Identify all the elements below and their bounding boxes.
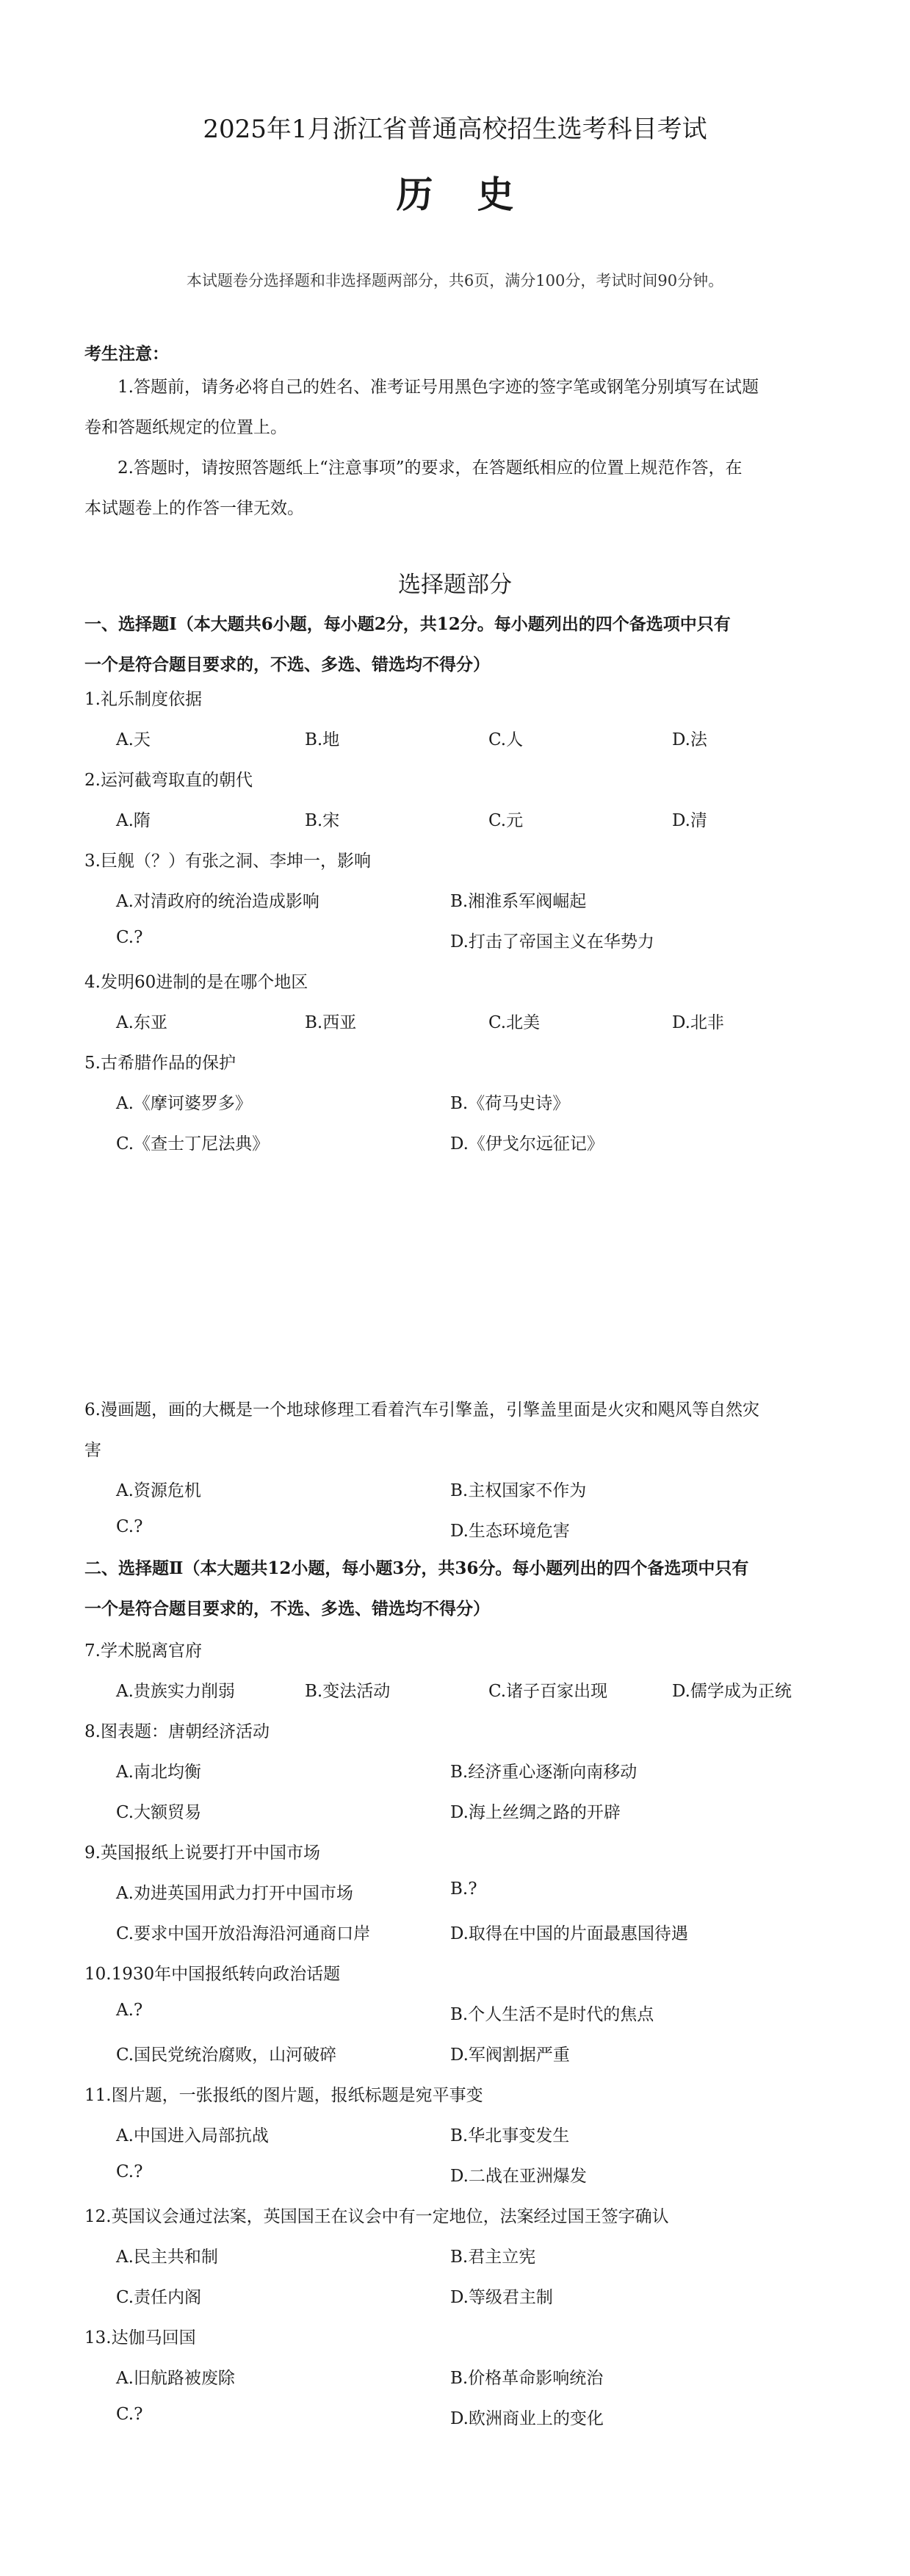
question-2-stem: 2.运河截弯取直的朝代 (84, 771, 253, 790)
question-8-option-d: D.海上丝绸之路的开辟 (450, 1803, 621, 1822)
subject-title: 历史 (396, 173, 558, 216)
part2-heading-line-1: 二、选择题Ⅱ（本大题共12小题，每小题3分，共36分。每小题列出的四个备选项中只有 (84, 1558, 749, 1578)
question-12-option-a: A.民主共和制 (116, 2248, 218, 2267)
question-2-option-d: D.清 (672, 811, 707, 830)
question-2-option-b: B.宋 (305, 811, 340, 830)
question-8-option-c: C.大额贸易 (116, 1803, 202, 1822)
question-4-option-b: B.西亚 (305, 1013, 357, 1032)
question-11-option-d: D.二战在亚洲爆发 (450, 2167, 587, 2186)
question-7-option-d: D.儒学成为正统 (672, 1682, 792, 1701)
question-11-option-a: A.中国进入局部抗战 (116, 2126, 269, 2145)
notice-heading: 考生注意： (84, 344, 169, 364)
question-11-option-c: C.? (116, 2162, 143, 2181)
question-3-option-c: C.? (116, 928, 143, 947)
question-8-stem: 8.图表题：唐朝经济活动 (84, 1722, 270, 1741)
question-6-option-d: D.生态环境危害 (450, 1522, 570, 1541)
question-3-option-d: D.打击了帝国主义在华势力 (450, 932, 654, 951)
question-10-option-c: C.国民党统治腐败，山河破碎 (116, 2046, 337, 2065)
exam-title: 2025年1月浙江省普通高校招生选考科目考试 (203, 115, 707, 144)
question-6-stem-line-1: 6.漫画题，画的大概是一个地球修理工看着汽车引擎盖，引擎盖里面是火灾和飓风等自然灾 (84, 1400, 759, 1420)
question-5-option-a: A.《摩诃婆罗多》 (116, 1094, 252, 1113)
question-2-option-a: A.隋 (116, 811, 151, 830)
question-4-option-d: D.北非 (672, 1013, 724, 1032)
question-5-option-c: C.《查士丁尼法典》 (116, 1134, 270, 1154)
question-13-stem: 13.达伽马回国 (84, 2328, 196, 2347)
question-1-option-d: D.法 (672, 730, 707, 749)
question-6-option-b: B.主权国家不作为 (450, 1481, 587, 1500)
notice-item-1-line-2: 卷和答题纸规定的位置上。 (84, 418, 287, 437)
question-8-option-a: A.南北均衡 (116, 1763, 201, 1782)
part2-heading-line-2: 一个是符合题目要求的，不选、多选、错选均不得分） (84, 1599, 490, 1619)
question-11-stem: 11.图片题，一张报纸的图片题，报纸标题是宛平事变 (84, 2086, 483, 2105)
question-4-option-c: C.北美 (488, 1013, 541, 1032)
question-6-option-c: C.? (116, 1517, 143, 1536)
question-3-stem: 3.巨舰（？）有张之洞、李坤一，影响 (84, 852, 371, 871)
question-13-option-b: B.价格革命影响统治 (450, 2369, 604, 2388)
question-8-option-b: B.经济重心逐渐向南移动 (450, 1763, 638, 1782)
question-12-option-d: D.等级君主制 (450, 2288, 553, 2307)
question-1-option-b: B.地 (305, 730, 340, 749)
notice-item-2-line-2: 本试题卷上的作答一律无效。 (84, 499, 304, 518)
question-11-option-b: B.华北事变发生 (450, 2126, 570, 2145)
question-7-option-a: A.贵族实力削弱 (116, 1682, 235, 1701)
question-6-option-a: A.资源危机 (116, 1481, 201, 1500)
question-5-option-d: D.《伊戈尔远征记》 (450, 1134, 604, 1154)
question-1-option-a: A.天 (116, 730, 151, 749)
question-10-option-d: D.军阀割据严重 (450, 2046, 570, 2065)
question-10-option-b: B.个人生活不是时代的焦点 (450, 2005, 654, 2024)
question-1-option-c: C.人 (488, 730, 524, 749)
question-4-stem: 4.发明60进制的是在哪个地区 (84, 973, 308, 992)
question-12-option-c: C.责任内阁 (116, 2288, 202, 2307)
question-5-option-b: B.《荷马史诗》 (450, 1094, 570, 1113)
question-9-option-a: A.劝进英国用武力打开中国市场 (116, 1884, 353, 1903)
question-13-option-a: A.旧航路被废除 (116, 2369, 235, 2388)
question-12-option-b: B.君主立宪 (450, 2248, 536, 2267)
question-7-stem: 7.学术脱离官府 (84, 1641, 202, 1661)
question-7-option-c: C.诸子百家出现 (488, 1682, 608, 1701)
question-10-option-a: A.? (116, 2001, 143, 2020)
part1-heading-line-2: 一个是符合题目要求的，不选、多选、错选均不得分） (84, 655, 490, 674)
exam-intro: 本试题卷分选择题和非选择题两部分，共6页，满分100分，考试时间90分钟。 (186, 272, 724, 289)
notice-item-1-line-1: 1.答题前，请务必将自己的姓名、准考证号用黑色字迹的签字笔或钢笔分别填写在试题 (118, 378, 759, 397)
question-9-option-c: C.要求中国开放沿海沿河通商口岸 (116, 1924, 371, 1943)
question-13-option-c: C.? (116, 2405, 143, 2424)
question-9-option-b: B.? (450, 1879, 477, 1899)
question-4-option-a: A.东亚 (116, 1013, 167, 1032)
question-9-stem: 9.英国报纸上说要打开中国市场 (84, 1843, 320, 1863)
question-7-option-b: B.变法活动 (305, 1682, 391, 1701)
question-10-stem: 10.1930年中国报纸转向政治话题 (84, 1965, 341, 1984)
question-9-option-d: D.取得在中国的片面最惠国待遇 (450, 1924, 688, 1943)
question-12-stem: 12.英国议会通过法案，英国国王在议会中有一定地位，法案经过国王签字确认 (84, 2207, 669, 2226)
question-6-stem-line-2: 害 (84, 1441, 101, 1460)
section-title: 选择题部分 (398, 572, 512, 598)
part1-heading-line-1: 一、选择题Ⅰ（本大题共6小题，每小题2分，共12分。每小题列出的四个备选项中只有 (84, 614, 731, 634)
notice-item-2-line-1: 2.答题时，请按照答题纸上“注意事项”的要求，在答题纸相应的位置上规范作答，在 (118, 458, 743, 478)
question-3-option-b: B.湘淮系军阀崛起 (450, 892, 587, 911)
question-1-stem: 1.礼乐制度依据 (84, 690, 202, 709)
question-5-stem: 5.古希腊作品的保护 (84, 1054, 236, 1073)
question-3-option-a: A.对清政府的统治造成影响 (116, 892, 319, 911)
question-2-option-c: C.元 (488, 811, 524, 830)
question-13-option-d: D.欧洲商业上的变化 (450, 2409, 604, 2428)
